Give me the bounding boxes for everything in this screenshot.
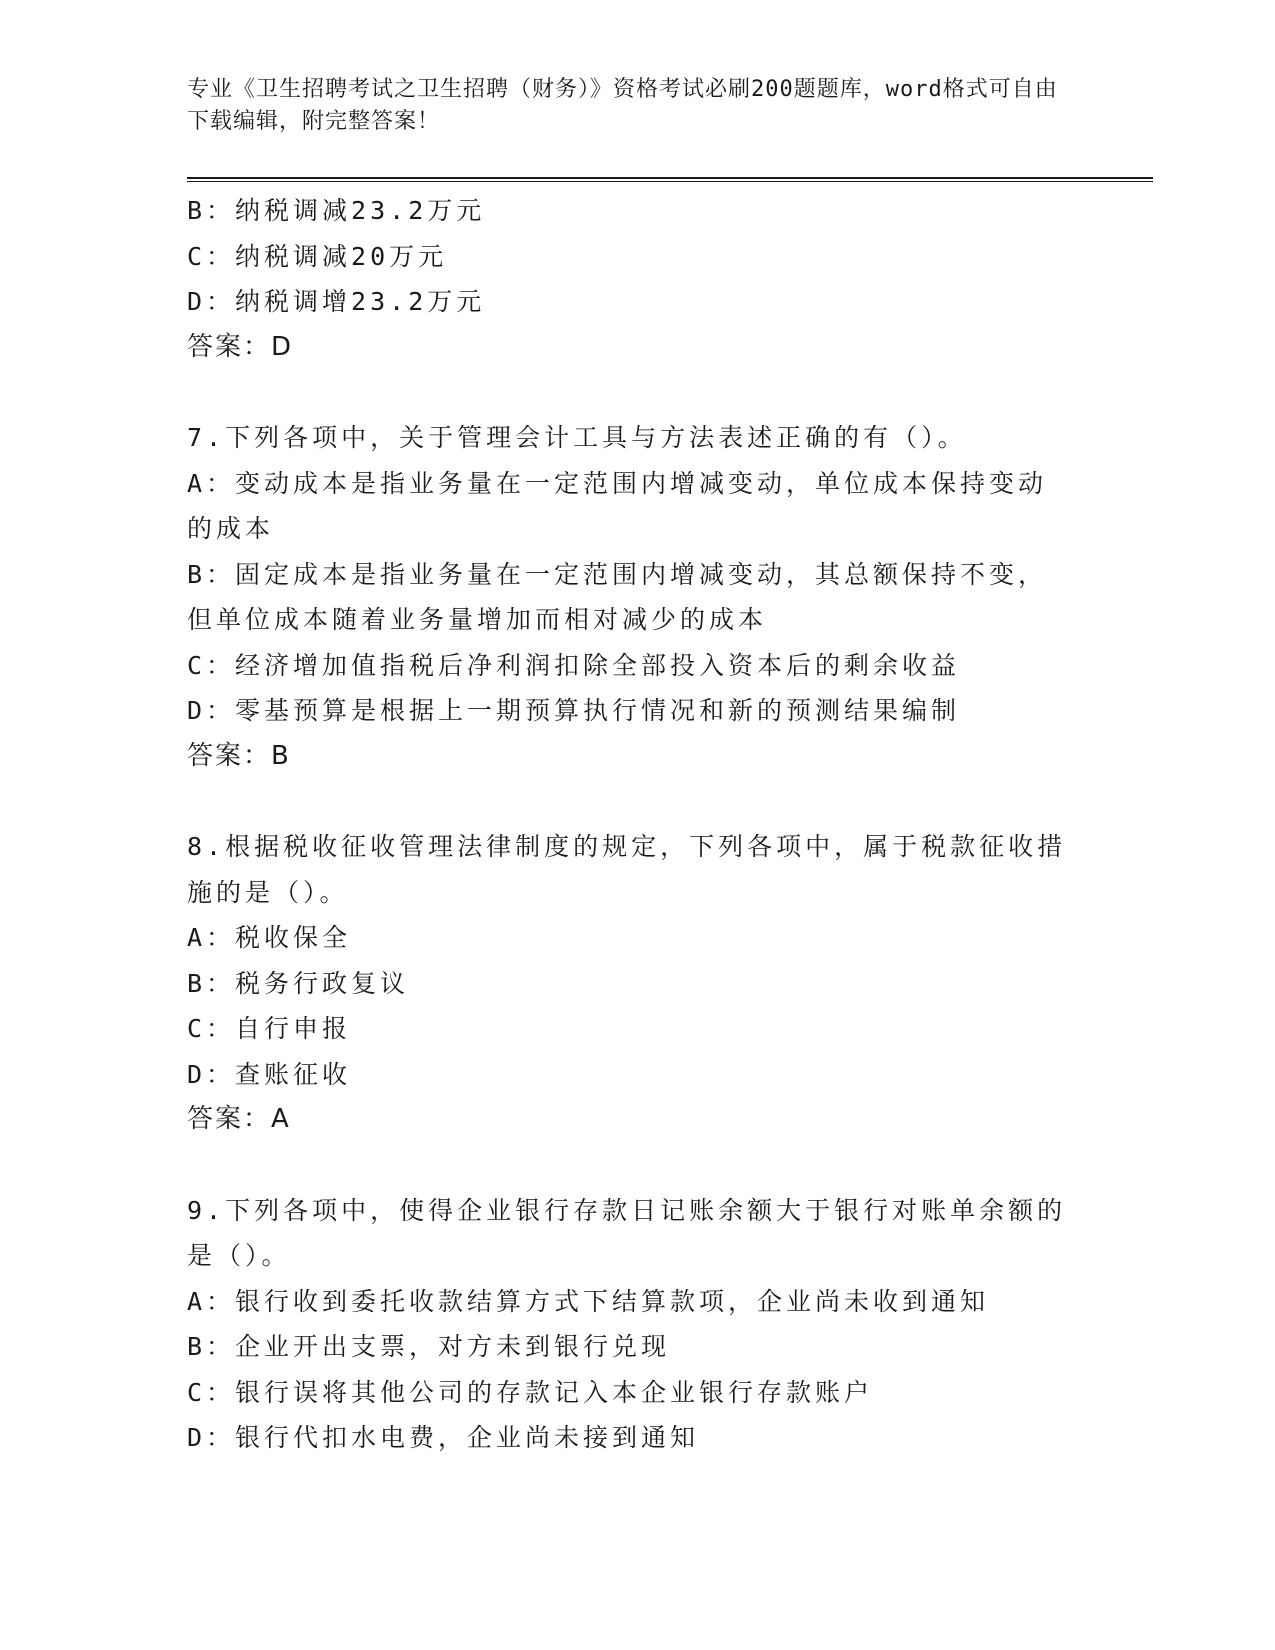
option-b: B：企业开出支票，对方未到银行兑现 [187, 1332, 671, 1361]
question-stem: 7.下列各项中，关于管理会计工具与方法表述正确的有（）。 [187, 423, 967, 452]
answer: 答案：A [187, 1104, 291, 1134]
option-b: B：纳税调减23.2万元 [187, 196, 486, 225]
option-a: A：税收保全 [187, 923, 352, 952]
option-b: B：税务行政复议 [187, 968, 410, 998]
document-body [187, 188, 1067, 1461]
option-d: D：银行代扣水电费，企业尚未接到通知 [187, 1423, 700, 1452]
answer: 答案：B [187, 740, 291, 771]
question-stem: 9.下列各项中，使得企业银行存款日记账余额大于银行对账单余额的是（）。 [187, 1195, 1067, 1270]
option-d: D：零基预算是根据上一期预算执行情况和新的预测结果编制 [187, 696, 961, 725]
option-c: C：银行误将其他公司的存款记入本企业银行存款账户 [187, 1377, 874, 1407]
option-a: A：银行收到委托收款结算方式下结算款项，企业尚未收到通知 [187, 1286, 990, 1316]
question-7 [187, 415, 1067, 779]
question-stem: 8.根据税收征收管理法律制度的规定，下列各项中，属于税款征收措施的是（）。 [187, 832, 1067, 907]
partial-question [187, 188, 1067, 370]
question-8 [187, 824, 1067, 1143]
option-a: A：变动成本是指业务量在一定范围内增减变动，单位成本保持变动的成本 [187, 468, 1048, 543]
header-rule [187, 177, 1153, 182]
option-d: D：查账征收 [187, 1059, 352, 1089]
option-c: C：自行申报 [187, 1014, 352, 1043]
answer: 答案：D [187, 331, 294, 362]
option-c: C：经济增加值指税后净利润扣除全部投入资本后的剩余收益 [187, 650, 961, 680]
question-9 [187, 1188, 1067, 1461]
option-b: B：固定成本是指业务量在一定范围内增减变动，其总额保持不变，但单位成本随着业务量增加而相对减少的成本 [187, 559, 1048, 634]
page-header: 专业《卫生招聘考试之卫生招聘（财务）》资格考试必刷200题题库，word格式可自由下载编辑，附完整答案！ [187, 77, 1058, 134]
option-c: C：纳税调减20万元 [187, 241, 448, 271]
option-d: D：纳税调增23.2万元 [187, 287, 486, 316]
